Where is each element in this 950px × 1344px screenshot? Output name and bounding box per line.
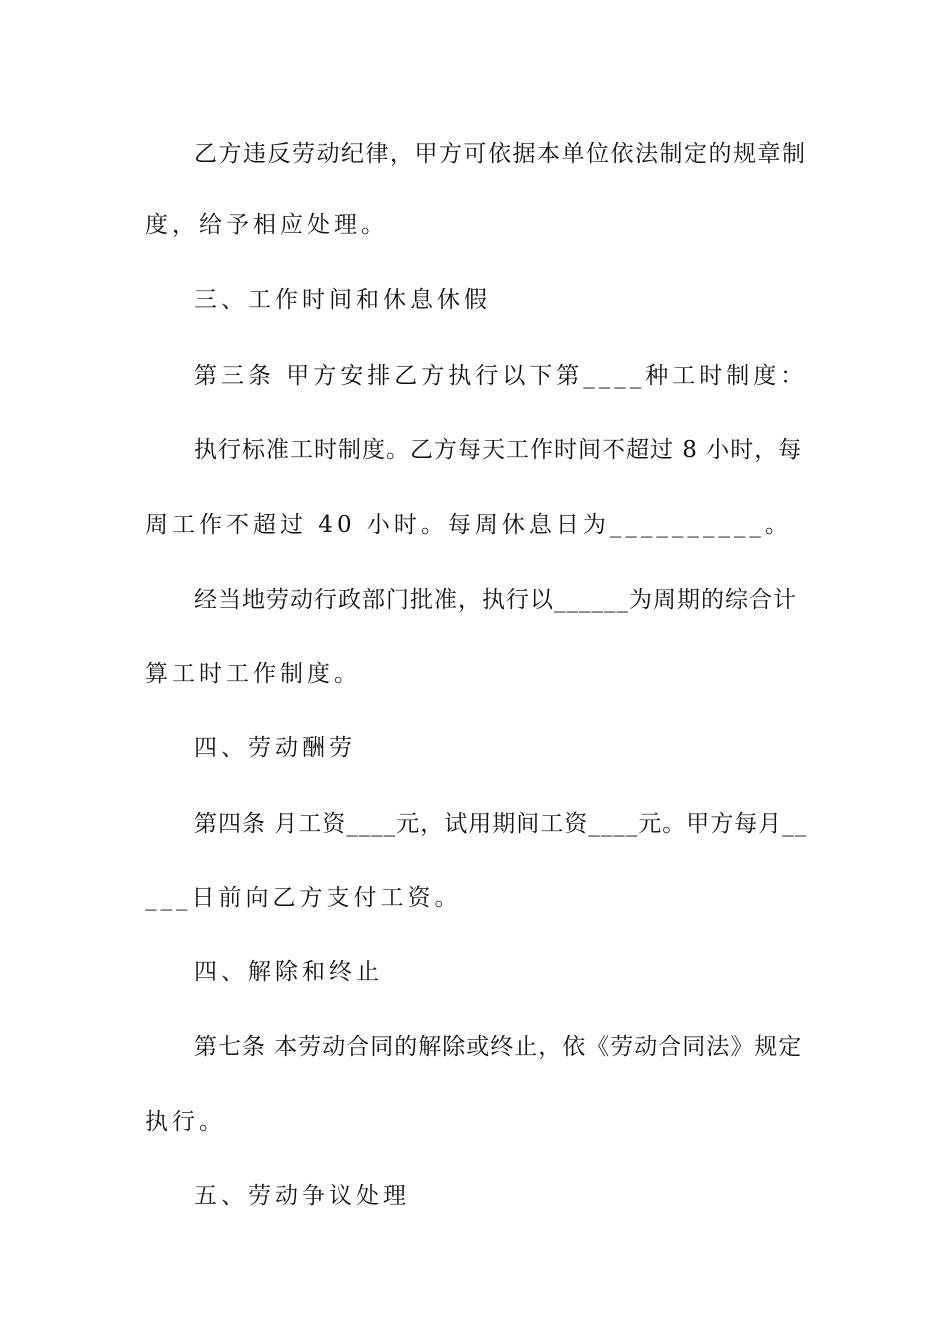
paragraph-line: 度，给予相应处理。 [145,212,388,238]
article-line: 第七条 本劳动合同的解除或终止，依《劳动合同法》规定 [194,1034,803,1060]
paragraph-line: 执行标准工时制度。乙方每天工作时间不超过 8 小时，每 [194,437,803,463]
paragraph-line: ___日前向乙方支付工资。 [145,885,462,911]
paragraph-line: 乙方违反劳动纪律，甲方可依据本单位依法制定的规章制 [194,141,807,167]
section-heading: 五、劳动争议处理 [194,1183,410,1209]
section-heading: 三、工作时间和休息休假 [194,287,491,313]
paragraph-line: 经当地劳动行政部门批准，执行以______为周期的综合计 [194,587,797,613]
section-heading: 四、劳动酬劳 [194,735,356,761]
paragraph-line: 算工时工作制度。 [145,661,361,687]
article-line: 第四条 月工资____元，试用期间工资____元。甲方每月__ [194,811,808,837]
paragraph-line: 执行。 [145,1109,226,1135]
paragraph-line: 周工作不超过 40 小时。每周休息日为__________。 [145,512,792,538]
section-heading: 四、解除和终止 [194,959,383,985]
article-line: 第三条 甲方安排乙方执行以下第____种工时制度： [194,363,808,389]
